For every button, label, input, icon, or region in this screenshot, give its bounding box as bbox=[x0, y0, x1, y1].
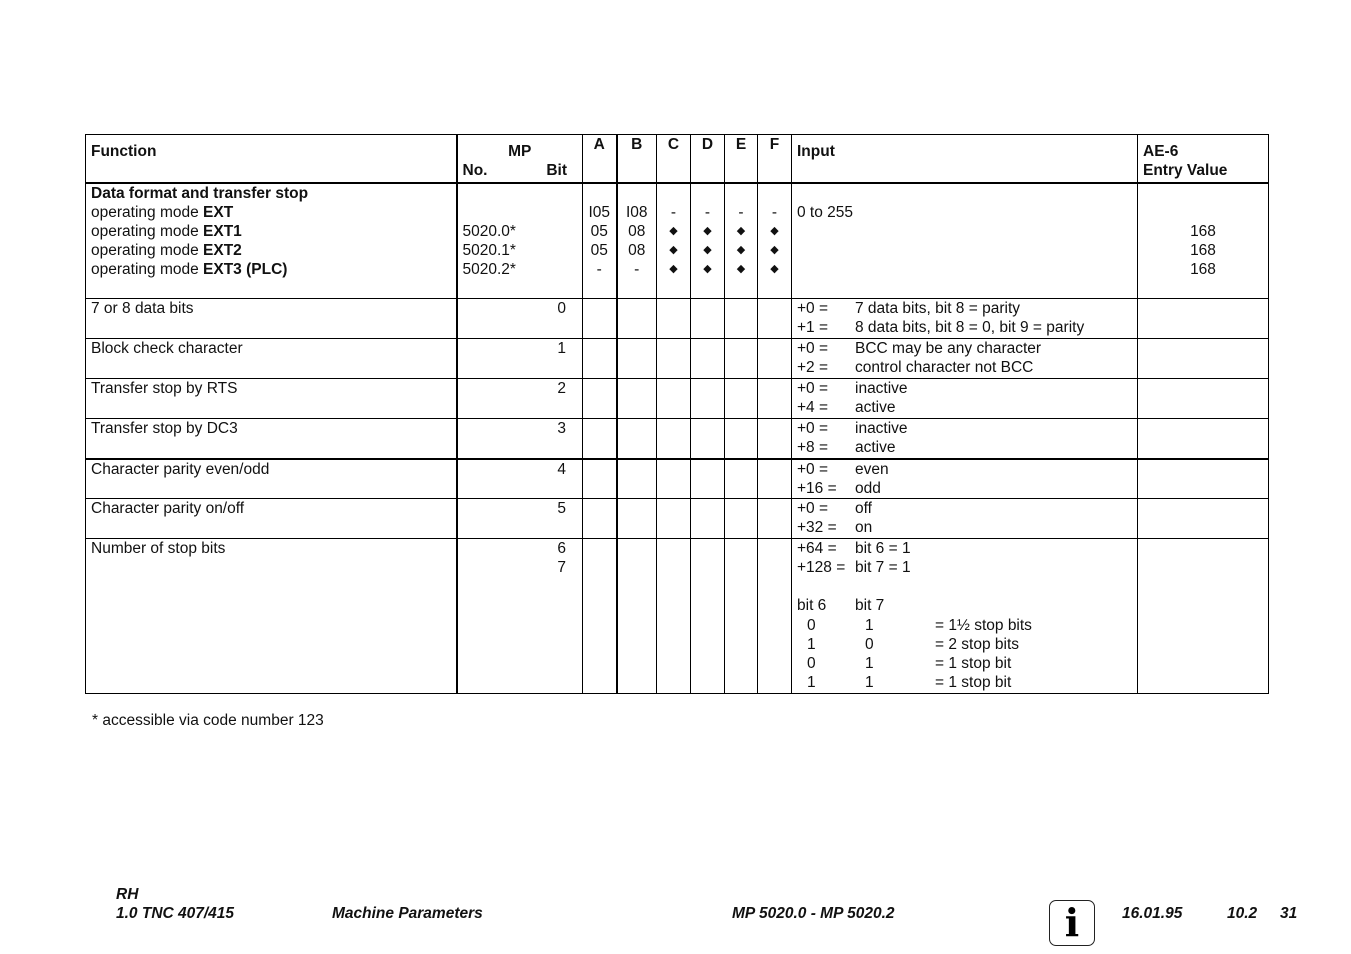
machine-parameter-table bbox=[85, 134, 1269, 694]
header-col-b: B bbox=[617, 135, 657, 183]
footer-chapter: 10.2 bbox=[1227, 905, 1258, 922]
stop-bit-table: bit 6 bit 7 0 1 = 1½ stop bits 1 0 = 2 stop bits 0 1 = 1 stop bit 1 1 = 1 stop bit bbox=[797, 597, 1032, 692]
footer-date: 16.01.95 bbox=[1122, 905, 1183, 922]
input-range: 0 to 255 bbox=[797, 203, 854, 221]
header-no: No. bbox=[462, 162, 488, 180]
header-ae6 bbox=[1138, 135, 1269, 183]
row-bit: 3 bbox=[457, 419, 583, 459]
row-function: Character parity on/off bbox=[86, 499, 457, 539]
row-input: +0 = inactive +8 = active bbox=[792, 419, 1138, 459]
table-row bbox=[86, 419, 1269, 459]
footer-section: Machine Parameters bbox=[332, 905, 483, 922]
group-mp-cell bbox=[457, 183, 583, 299]
group-entry-cell bbox=[1138, 183, 1269, 299]
header-ae6-label: AE-6 bbox=[1143, 143, 1179, 160]
footnote: * accessible via code number 123 bbox=[92, 712, 324, 729]
row-function: Transfer stop by DC3 bbox=[86, 419, 457, 459]
table-header-row bbox=[86, 135, 1269, 183]
row-bit: 4 bbox=[457, 459, 583, 499]
row-input: +0 = 7 data bits, bit 8 = parity +1 = 8 data bits, bit 8 = 0, bit 9 = parity bbox=[792, 299, 1138, 339]
group-col-d: - ◆ ◆ ◆ bbox=[691, 183, 725, 299]
row-function: Transfer stop by RTS bbox=[86, 379, 457, 419]
header-function: Function bbox=[86, 135, 457, 183]
row-bit: 6 7 bbox=[457, 539, 583, 694]
row-function: Character parity even/odd bbox=[86, 459, 457, 499]
group-row-data-format bbox=[86, 183, 1269, 299]
header-mp bbox=[457, 135, 583, 183]
row-bit: 0 bbox=[457, 299, 583, 339]
row-bit: 2 bbox=[457, 379, 583, 419]
footer-author: RH bbox=[116, 886, 139, 903]
row-bit: 5 bbox=[457, 499, 583, 539]
group-title: Data format and transfer stop bbox=[91, 184, 309, 202]
footer-page-number: 31 bbox=[1280, 905, 1298, 922]
group-function-cell bbox=[86, 183, 457, 299]
info-icon: i bbox=[1049, 900, 1095, 946]
group-col-a: I05 05 05 - bbox=[583, 183, 617, 299]
group-col-e: - ◆ ◆ ◆ bbox=[725, 183, 758, 299]
row-function: Block check character bbox=[86, 339, 457, 379]
header-mp-label: MP bbox=[508, 143, 532, 160]
group-col-c: - ◆ ◆ ◆ bbox=[657, 183, 691, 299]
group-col-f: - ◆ ◆ ◆ bbox=[758, 183, 792, 299]
table-row bbox=[86, 499, 1269, 539]
row-function: Number of stop bits bbox=[86, 539, 457, 694]
header-col-d: D bbox=[691, 135, 725, 183]
footer-range: MP 5020.0 - MP 5020.2 bbox=[732, 905, 895, 922]
table-row bbox=[86, 379, 1269, 419]
table-row bbox=[86, 459, 1269, 499]
header-col-a: A bbox=[583, 135, 617, 183]
header-col-c: C bbox=[657, 135, 691, 183]
row-input: +0 = BCC may be any character +2 = control character not BCC bbox=[792, 339, 1138, 379]
row-function: 7 or 8 data bits bbox=[86, 299, 457, 339]
row-bit: 1 bbox=[457, 339, 583, 379]
footer-version: 1.0 TNC 407/415 bbox=[116, 905, 235, 922]
mode-ext3: operating mode EXT3 (PLC) bbox=[91, 261, 288, 279]
row-input: +64 = bit 6 = 1 +128 = bit 7 = 1 bit 6 bit 7 0 1 = 1½ stop bits 1 0 = 2 stop bits 0 1 = 1 stop bit 1 1 = 1 stop bit bbox=[792, 539, 1138, 694]
mp-5020-0: 5020.0* bbox=[462, 222, 516, 240]
table-row-stop-bits bbox=[86, 539, 1269, 694]
entry-value-ext3: 168 bbox=[1190, 261, 1216, 279]
header-col-f: F bbox=[758, 135, 792, 183]
group-input-cell bbox=[792, 183, 1138, 299]
row-input: +0 = inactive +4 = active bbox=[792, 379, 1138, 419]
mode-ext1: operating mode EXT1 bbox=[91, 222, 242, 240]
mode-ext2: operating mode EXT2 bbox=[91, 242, 242, 260]
table-row bbox=[86, 299, 1269, 339]
row-input: +0 = off +32 = on bbox=[792, 499, 1138, 539]
header-input: Input bbox=[792, 135, 1138, 183]
table-row bbox=[86, 339, 1269, 379]
mp-5020-2: 5020.2* bbox=[462, 261, 516, 279]
header-col-e: E bbox=[725, 135, 758, 183]
row-input: +0 = even +16 = odd bbox=[792, 459, 1138, 499]
header-entry-value: Entry Value bbox=[1143, 162, 1228, 180]
group-col-b: I08 08 08 - bbox=[617, 183, 657, 299]
mp-5020-1: 5020.1* bbox=[462, 242, 516, 260]
entry-value-ext2: 168 bbox=[1190, 242, 1216, 260]
mode-ext: operating mode EXT bbox=[91, 203, 234, 221]
entry-value-ext1: 168 bbox=[1190, 222, 1216, 240]
header-bit: Bit bbox=[546, 162, 567, 180]
